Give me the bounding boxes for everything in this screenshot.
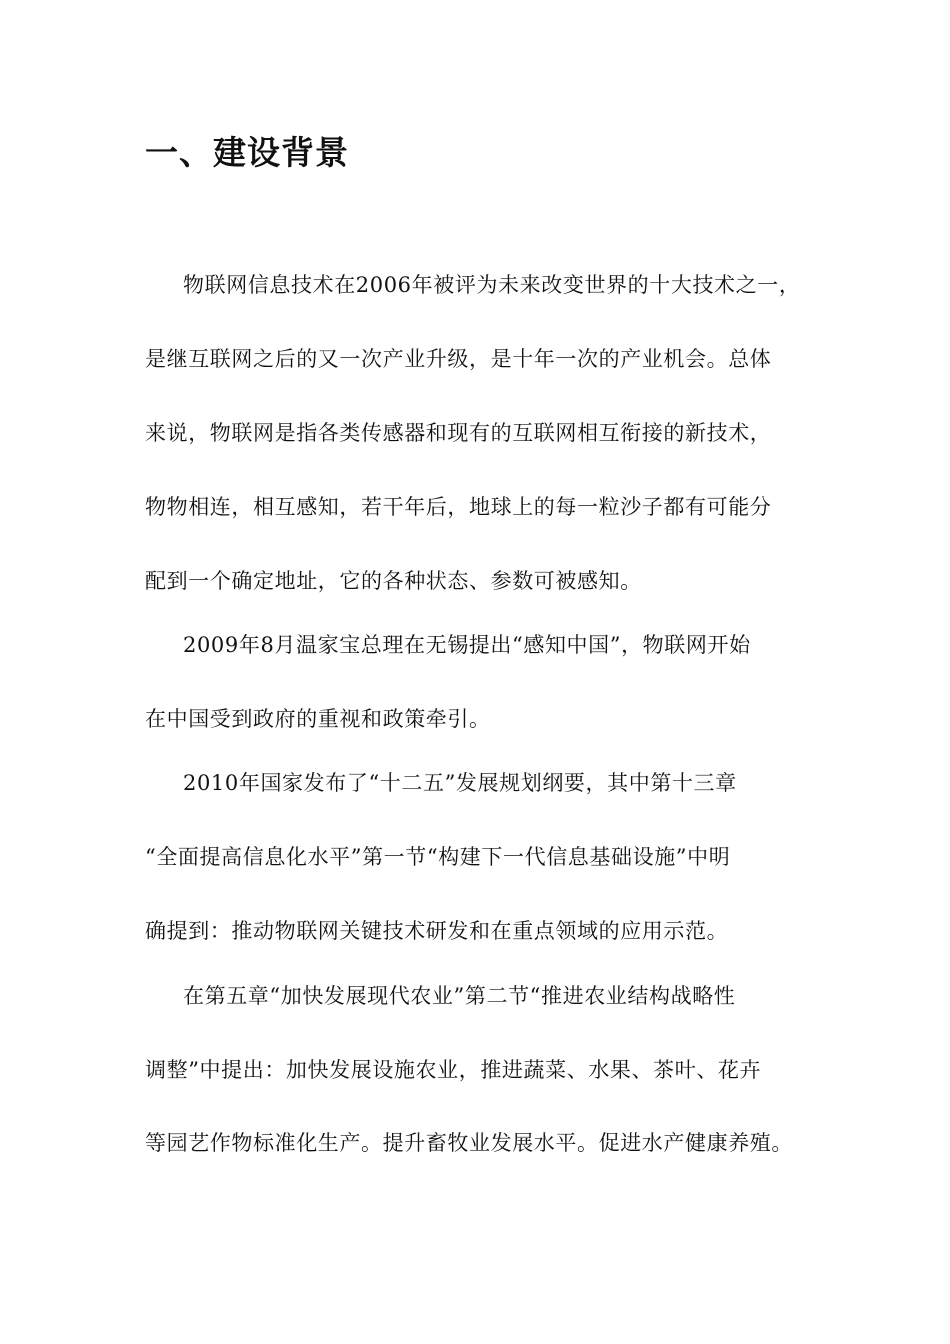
paragraph-line: 在中国受到政府的重视和政策牵引。: [145, 707, 491, 731]
paragraph-line: 是继互联网之后的又一次产业升级，是十年一次的产业机会。总体: [145, 347, 772, 371]
paragraph-line: 2009年8月温家宝总理在无锡提出“感知中国”，物联网开始: [183, 633, 751, 657]
paragraph-line: 2010年国家发布了“十二五”发展规划纲要，其中第十三章: [183, 771, 737, 795]
paragraph-line: 在第五章“加快发展现代农业”第二节“推进农业结构战略性: [183, 984, 736, 1008]
paragraph-line: 确提到：推动物联网关键技术研发和在重点领域的应用示范。: [145, 919, 729, 943]
paragraph-line: 调整”中提出：加快发展设施农业，推进蔬菜、水果、茶叶、花卉: [145, 1058, 762, 1082]
paragraph-line: 配到一个确定地址，它的各种状态、参数可被感知。: [145, 569, 642, 593]
paragraph-line: “全面提高信息化水平”第一节“构建下一代信息基础设施”中明: [145, 845, 731, 869]
paragraph-line: 等园艺作物标准化生产。提升畜牧业发展水平。促进水产健康养殖。: [145, 1131, 793, 1155]
paragraph-line: 物物相连，相互感知，若干年后，地球上的每一粒沙子都有可能分: [145, 495, 772, 519]
paragraph-line: 物联网信息技术在2006年被评为未来改变世界的十大技术之一，: [183, 273, 801, 297]
paragraph-line: 来说，物联网是指各类传感器和现有的互联网相互衔接的新技术，: [145, 421, 772, 445]
section-heading: 一、建设背景: [145, 133, 349, 172]
